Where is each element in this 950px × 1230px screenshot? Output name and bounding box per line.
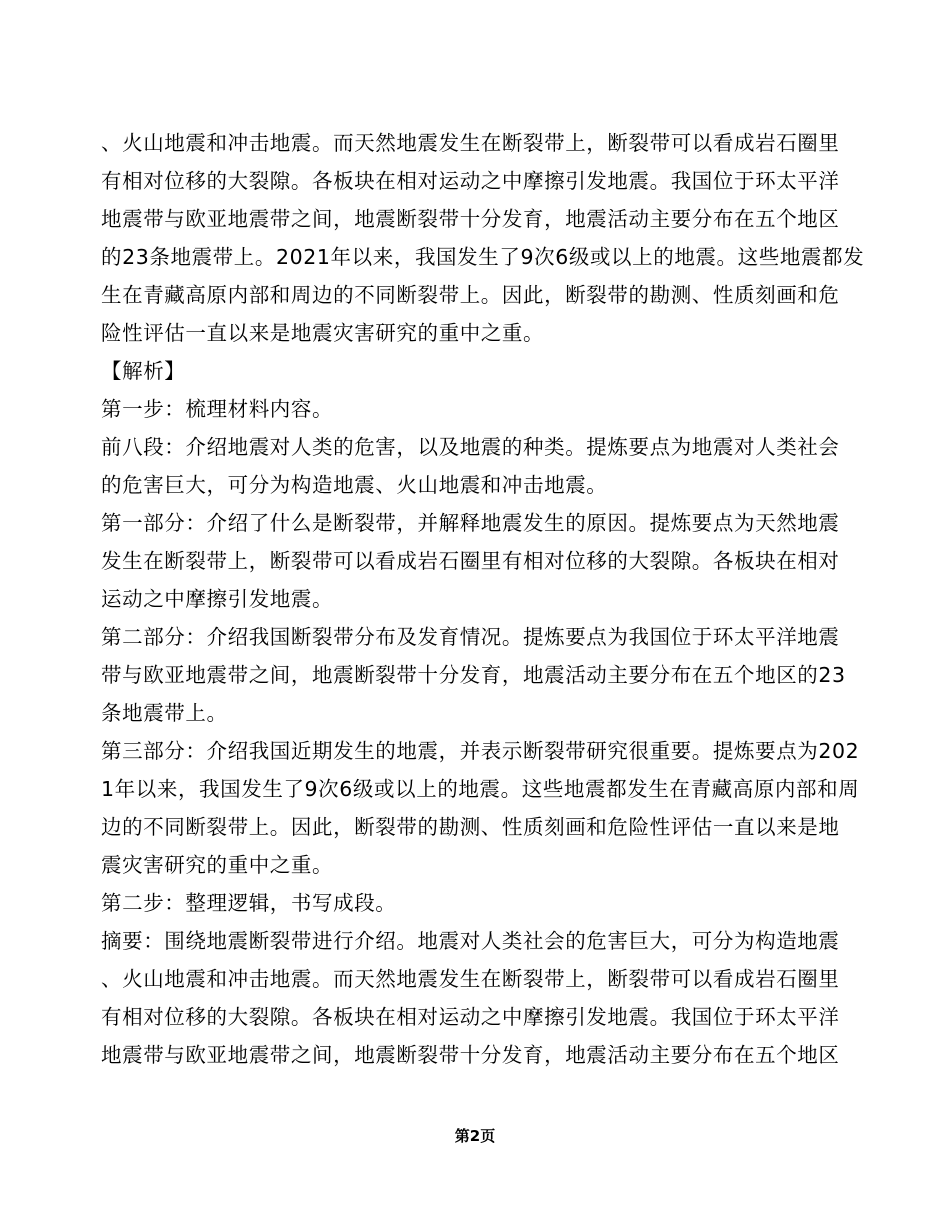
- text-line: 有相对位移的大裂隙。各板块在相对运动之中摩擦引发地震。我国位于环太平洋: [101, 1005, 840, 1029]
- text-line: 带与欧亚地震带之间，地震断裂带十分发育，地震活动主要分布在五个地区的23: [101, 663, 846, 687]
- document-body: [101, 124, 865, 1074]
- text-line: 条地震带上。: [101, 701, 228, 725]
- summary-line: 摘要：围绕地震断裂带进行介绍。地震对人类社会的危害巨大，可分为构造地震: [101, 929, 840, 953]
- text-line: 、火山地震和冲击地震。而天然地震发生在断裂带上，断裂带可以看成岩石圈里: [101, 131, 840, 155]
- text-line: 的危害巨大，可分为构造地震、火山地震和冲击地震。: [101, 473, 608, 497]
- text-line: 震灾害研究的重中之重。: [101, 853, 334, 877]
- text-line: 的23条地震带上。2021年以来，我国发生了9次6级或以上的地震。这些地震都发: [101, 245, 865, 269]
- text-line: 险性评估一直以来是地震灾害研究的重中之重。: [101, 321, 545, 345]
- text-line: 1年以来，我国发生了9次6级或以上的地震。这些地震都发生在青藏高原内部和周: [101, 777, 860, 801]
- text-line: 、火山地震和冲击地震。而天然地震发生在断裂带上，断裂带可以看成岩石圈里: [101, 967, 840, 991]
- step-one-heading: 第一步：梳理材料内容。: [101, 397, 334, 421]
- text-line: 发生在断裂带上，断裂带可以看成岩石圈里有相对位移的大裂隙。各板块在相对: [101, 549, 840, 573]
- text-line: 有相对位移的大裂隙。各板块在相对运动之中摩擦引发地震。我国位于环太平洋: [101, 169, 840, 193]
- text-line: 前八段：介绍地震对人类的危害，以及地震的种类。提炼要点为地震对人类社会: [101, 435, 840, 459]
- text-line: 第三部分：介绍我国近期发生的地震，并表示断裂带研究很重要。提炼要点为202: [101, 739, 860, 763]
- section-heading-analysis: 【解析】: [101, 359, 186, 383]
- text-line: 第二部分：介绍我国断裂带分布及发育情况。提炼要点为我国位于环太平洋地震: [101, 625, 840, 649]
- text-line: 第一部分：介绍了什么是断裂带，并解释地震发生的原因。提炼要点为天然地震: [101, 511, 840, 535]
- text-line: 地震带与欧亚地震带之间，地震断裂带十分发育，地震活动主要分布在五个地区: [101, 1043, 840, 1067]
- text-line: 生在青藏高原内部和周边的不同断裂带上。因此，断裂带的勘测、性质刻画和危: [101, 283, 840, 307]
- page-number: 第2页: [454, 1127, 496, 1145]
- text-line: 地震带与欧亚地震带之间，地震断裂带十分发育，地震活动主要分布在五个地区: [101, 207, 840, 231]
- text-line: 运动之中摩擦引发地震。: [101, 587, 334, 611]
- text-line: 边的不同断裂带上。因此，断裂带的勘测、性质刻画和危险性评估一直以来是地: [101, 815, 840, 839]
- step-two-heading: 第二步：整理逻辑，书写成段。: [101, 891, 397, 915]
